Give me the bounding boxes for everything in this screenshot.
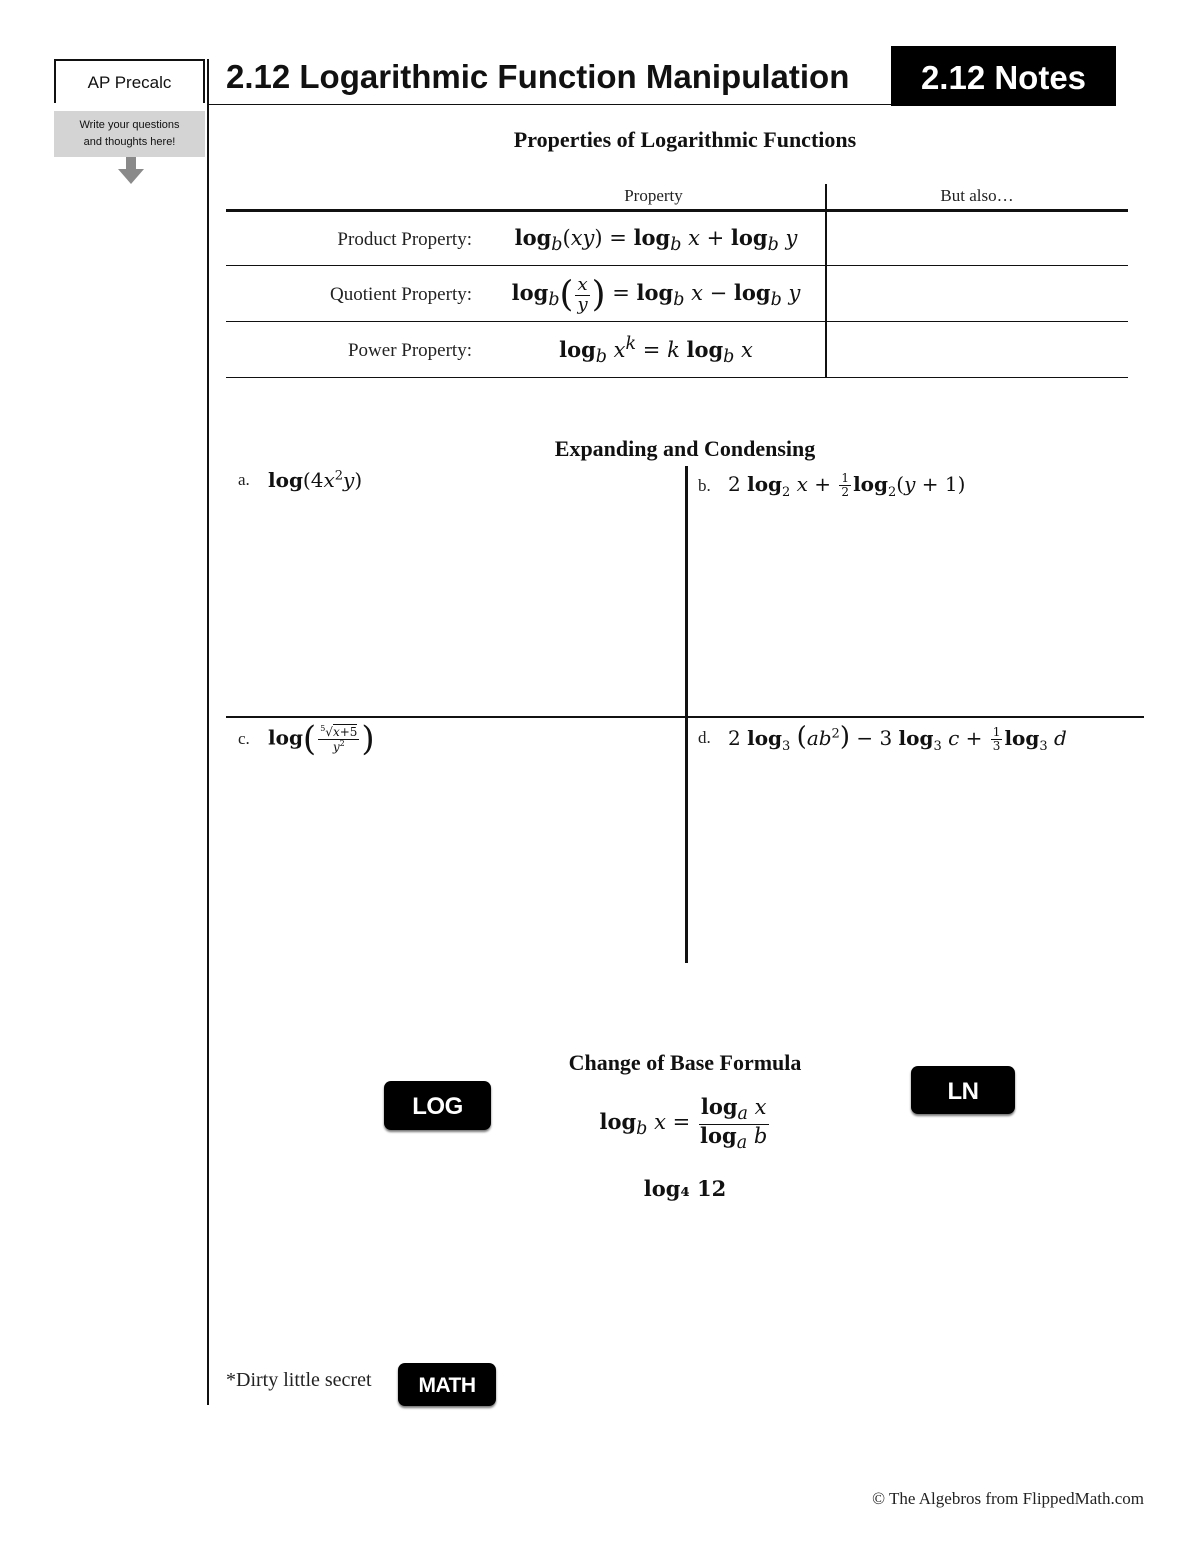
problem-c [238,719,375,759]
ln-key: LN [911,1066,1015,1114]
product-property-formula: $\log_b(xy) = \log_b x + \log_b y$ [514,224,798,256]
sidebar-note-line-2: and thoughts here! [83,136,176,148]
change-of-base-formula: $\log_b x$ = $\frac{\log_a x}{\log_a b}$ [599,1094,768,1153]
problem-b-letter: b. [698,476,711,495]
table-bottom-rule [226,377,1128,378]
problem-b [698,472,965,500]
sidebar-note [54,111,205,157]
problem-d [698,722,1067,754]
problem-d-expression: 2 $\log_3 (ab^2) - 3$ $\log_3 c$ + $\frac{1}{3}$ $\log_3 d$ [728,722,1067,754]
page-title: 2.12 Logarithmic Function Manipulation [226,58,850,95]
property-column-header: Property [624,186,683,205]
dirty-little-secret-label: *Dirty little secret [226,1369,372,1391]
notes-badge: 2.12 Notes [891,46,1116,106]
problem-c-letter: c. [238,729,250,748]
power-property-row [226,323,825,379]
problem-c-expression: log( $\frac{^5√x+5}{y^2}$ ) [268,719,375,759]
sidebar-divider [207,59,209,1405]
change-of-base-title: Change of Base Formula [568,1050,802,1075]
course-label: AP Precalc [54,59,205,103]
copyright-footer: © The Algebros from FlippedMath.com [872,1489,1144,1508]
quotient-property-row [226,267,825,323]
change-of-base-example: log₄ 12 [643,1176,727,1201]
problem-grid-vertical-line [685,466,688,963]
product-property-row [226,212,825,268]
math-key: MATH [398,1363,496,1406]
properties-section-title: Properties of Logarithmic Functions [513,127,857,152]
power-property-formula: $\log_b x^k = k$ $\log_b x$ [559,334,753,368]
problem-b-expression: 2 $\log_2 x$ + $\frac{1}{2}$ $\log_2(y + 1)$ [728,471,966,500]
problem-a [238,468,362,492]
expanding-section-title: Expanding and Condensing [554,436,816,461]
sidebar-note-line-1: Write your questions [79,119,180,131]
quotient-property-formula: $\log_b$ ( $\frac{x}{y}$ ) = $\log_b x - \log_b y$ [511,273,801,316]
problem-a-expression: $\log(4x^2y)$ [268,468,363,492]
log-key: LOG [384,1081,491,1130]
row-divider [226,265,1128,266]
down-arrow-icon [117,157,145,185]
problem-a-letter: a. [238,470,250,489]
problem-grid-horizontal-line [226,716,1144,718]
title-underline [209,104,892,105]
row-divider [226,321,1128,322]
power-property-label: Power Property: [347,340,472,361]
product-property-label: Product Property: [337,229,472,250]
problem-d-letter: d. [698,728,711,747]
quotient-property-label: Quotient Property: [330,284,472,305]
but-also-column-header: But also… [940,186,1014,205]
